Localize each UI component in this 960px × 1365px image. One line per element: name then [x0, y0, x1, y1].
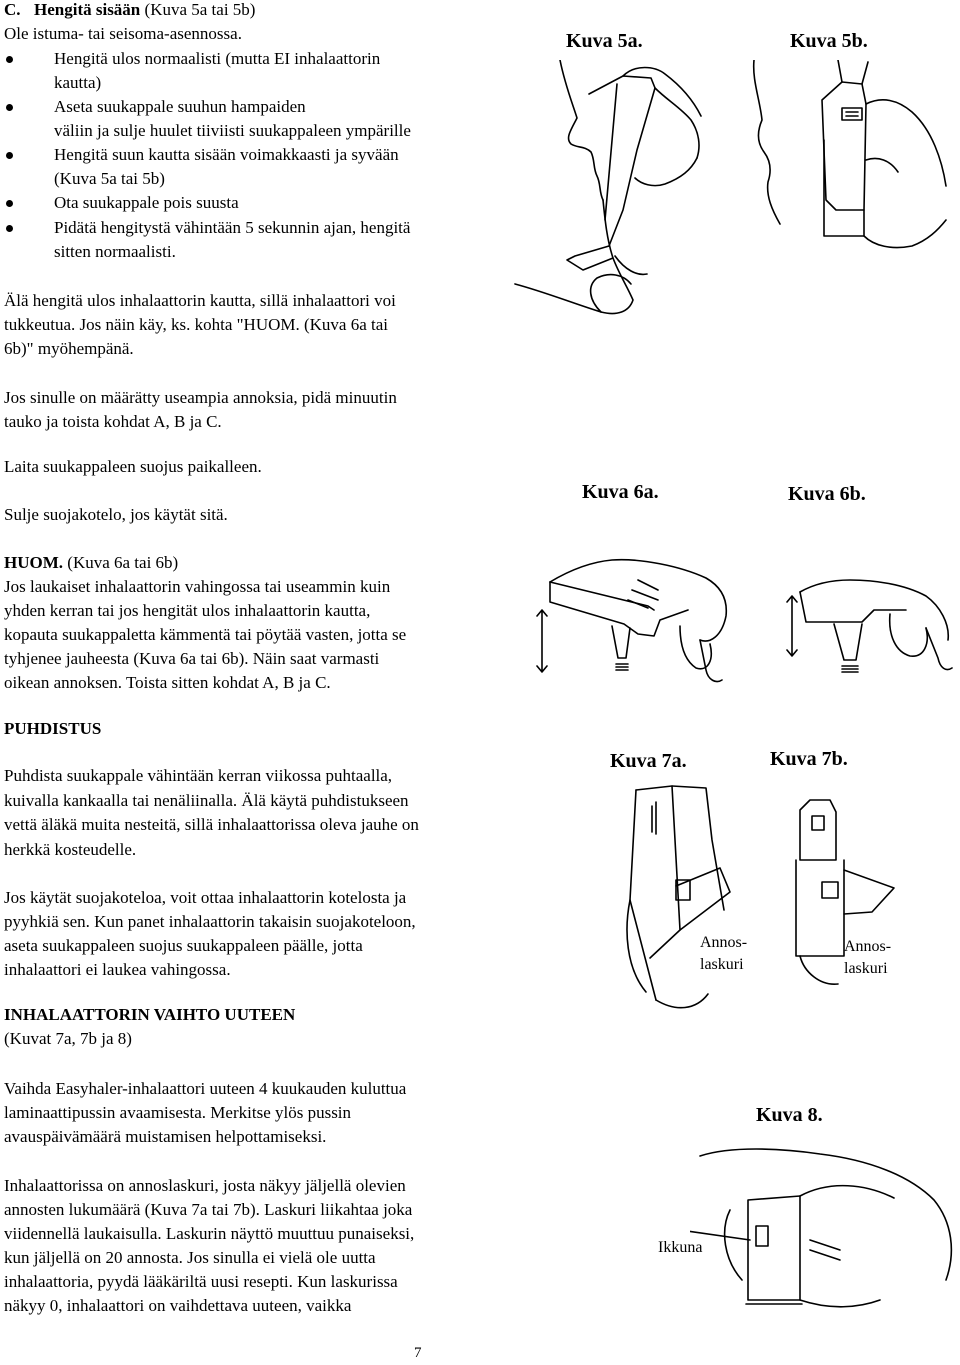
section-c-heading-rest: (Kuva 5a tai 5b)	[144, 0, 256, 19]
cleaning-p1-line-3: vettä äläkä muita nesteitä, sillä inhalaattorissa oleva jauhe on	[4, 815, 419, 834]
bullet-5-line-2: sitten normaalisti.	[54, 242, 176, 261]
figure-6a-caption: Kuva 6a.	[582, 481, 659, 503]
note-line-1: Jos laukaiset inhalaattorin vahingossa tai useammin kuin	[4, 577, 391, 596]
cleaning-p1-line-4: herkkä kosteudelle.	[4, 840, 137, 859]
repeat-line-2: tauko ja toista kohdat A, B ja C.	[4, 412, 222, 431]
window-label: Ikkuna	[658, 1239, 703, 1256]
bullet-dot	[6, 225, 13, 232]
replace-p2-line-2: annosten lukumäärä (Kuva 7a tai 7b). Laskuri liikahtaa joka	[4, 1200, 413, 1219]
bullet-5-line-1: Pidätä hengitystä vähintään 5 sekunnin ajan, hengitä	[54, 218, 411, 237]
bullet-dot	[6, 152, 13, 159]
section-c-letter: C.	[4, 0, 21, 19]
note-heading	[4, 551, 178, 575]
cleaning-p2-line-3: aseta suukappaleen suojus suukappaleen päälle, jotta	[4, 936, 363, 955]
counter-label-a-line-2: laskuri	[700, 956, 744, 973]
figure-6a-illustration	[530, 540, 740, 690]
figure-6b-illustration	[770, 540, 960, 690]
repeat-line-1: Jos sinulle on määrätty useampia annoksia, pidä minuutin	[4, 388, 397, 407]
figure-5a-caption: Kuva 5a.	[566, 30, 643, 52]
warning-line-2: tukkeutua. Jos näin käy, ks. kohta "HUOM. (Kuva 6a tai	[4, 315, 389, 334]
note-label: HUOM.	[4, 553, 64, 572]
figure-5b-caption: Kuva 5b.	[790, 30, 868, 52]
bullet-dot	[6, 200, 13, 207]
figure-5b-illustration	[742, 60, 952, 260]
replace-p1-line-2: laminaattipussin avaamisesta. Merkitse ylös pussin	[4, 1103, 352, 1122]
close-note: Sulje suojakotelo, jos käytät sitä.	[4, 505, 228, 524]
section-c-heading	[34, 0, 255, 22]
replace-p2-line-3: viidennellä laukaisulla. Laskurin näyttö muuttuu punaiseksi,	[4, 1224, 415, 1243]
note-line-3: kopauta suukappaletta kämmentä tai pöytää vasten, jotta se	[4, 625, 407, 644]
cleaning-p2-line-4: inhalaattori ei laukea vahingossa.	[4, 960, 231, 979]
counter-label-b-line-1: Annos-	[844, 938, 892, 955]
figure-6b-caption: Kuva 6b.	[788, 483, 866, 505]
note-line-2: yhden kerran tai jos hengität ulos inhalaattorin kautta,	[4, 601, 371, 620]
cleaning-heading: PUHDISTUS	[4, 719, 102, 738]
warning-line-3: 6b)" myöhempänä.	[4, 339, 134, 358]
note-line-4: tyhjenee jauheesta (Kuva 6a tai 6b). Näin saat varmasti	[4, 649, 380, 668]
figure-7b-caption: Kuva 7b.	[770, 748, 848, 770]
counter-label-b-line-2: laskuri	[844, 960, 888, 977]
replace-p2-line-6: näkyy 0, inhalaattori on vaihdettava uuteen, vaikka	[4, 1296, 352, 1315]
counter-label-a-line-1: Annos-	[700, 934, 748, 951]
figure-8-caption: Kuva 8.	[756, 1104, 823, 1126]
replace-p2-line-1: Inhalaattorissa on annoslaskuri, josta näkyy jäljellä olevien	[4, 1176, 406, 1195]
figure-7b-illustration	[760, 790, 900, 990]
cleaning-p1-line-2: kuivalla kankaalla tai nenäliinalla. Älä käytä puhdistukseen	[4, 791, 409, 810]
bullet-3-line-2: (Kuva 5a tai 5b)	[54, 169, 165, 188]
section-c-heading-bold: Hengitä sisään	[34, 0, 141, 19]
replace-p2-line-4: kun jäljellä on 20 annosta. Jos sinulla ei vielä ole uutta	[4, 1248, 376, 1267]
figure-7a-illustration	[616, 780, 746, 1020]
figure-5a-illustration	[505, 60, 705, 320]
cleaning-p2-line-1: Jos käytät suojakoteloa, voit ottaa inhalaattorin kotelosta ja	[4, 888, 407, 907]
cleaning-p1-line-1: Puhdista suukappale vähintään kerran viikossa puhtaalla,	[4, 766, 393, 785]
bullet-2-line-1: Aseta suukappale suuhun hampaiden	[54, 97, 306, 116]
replace-p2-line-5: inhalaattoria, pyydä lääkäriltä uusi resepti. Kun laskurissa	[4, 1272, 398, 1291]
bullet-dot	[6, 56, 13, 63]
warning-line-1: Älä hengitä ulos inhalaattorin kautta, sillä inhalaattori voi	[4, 291, 396, 310]
cap-note: Laita suukappaleen suojus paikalleen.	[4, 457, 262, 476]
bullet-dot	[6, 104, 13, 111]
bullet-1-line-1: Hengitä ulos normaalisti (mutta EI inhalaattorin	[54, 49, 381, 68]
figure-8-illustration	[690, 1140, 960, 1360]
section-c-subtitle: Ole istuma- tai seisoma-asennossa.	[4, 24, 242, 43]
replace-p1-line-1: Vaihda Easyhaler-inhalaattori uuteen 4 kuukauden kuluttua	[4, 1079, 407, 1098]
bullet-1-line-2: kautta)	[54, 73, 102, 92]
page-number: 7	[414, 1345, 422, 1361]
figure-7a-caption: Kuva 7a.	[610, 750, 687, 772]
note-label-rest: (Kuva 6a tai 6b)	[67, 553, 179, 572]
bullet-3-line-1: Hengitä suun kautta sisään voimakkaasti ja syvään	[54, 145, 399, 164]
bullet-4-line-1: Ota suukappale pois suusta	[54, 193, 239, 212]
replace-heading: INHALAATTORIN VAIHTO UUTEEN	[4, 1005, 296, 1024]
replace-sub: (Kuvat 7a, 7b ja 8)	[4, 1029, 132, 1048]
cleaning-p2-line-2: pyyhkiä sen. Kun panet inhalaattorin takaisin suojakoteloon,	[4, 912, 416, 931]
bullet-2-line-2: väliin ja sulje huulet tiiviisti suukappaleen ympärille	[54, 121, 411, 140]
replace-p1-line-3: avauspäivämäärä muistamisen helpottamiseksi.	[4, 1127, 327, 1146]
note-line-5: oikean annoksen. Toista sitten kohdat A, B ja C.	[4, 673, 331, 692]
